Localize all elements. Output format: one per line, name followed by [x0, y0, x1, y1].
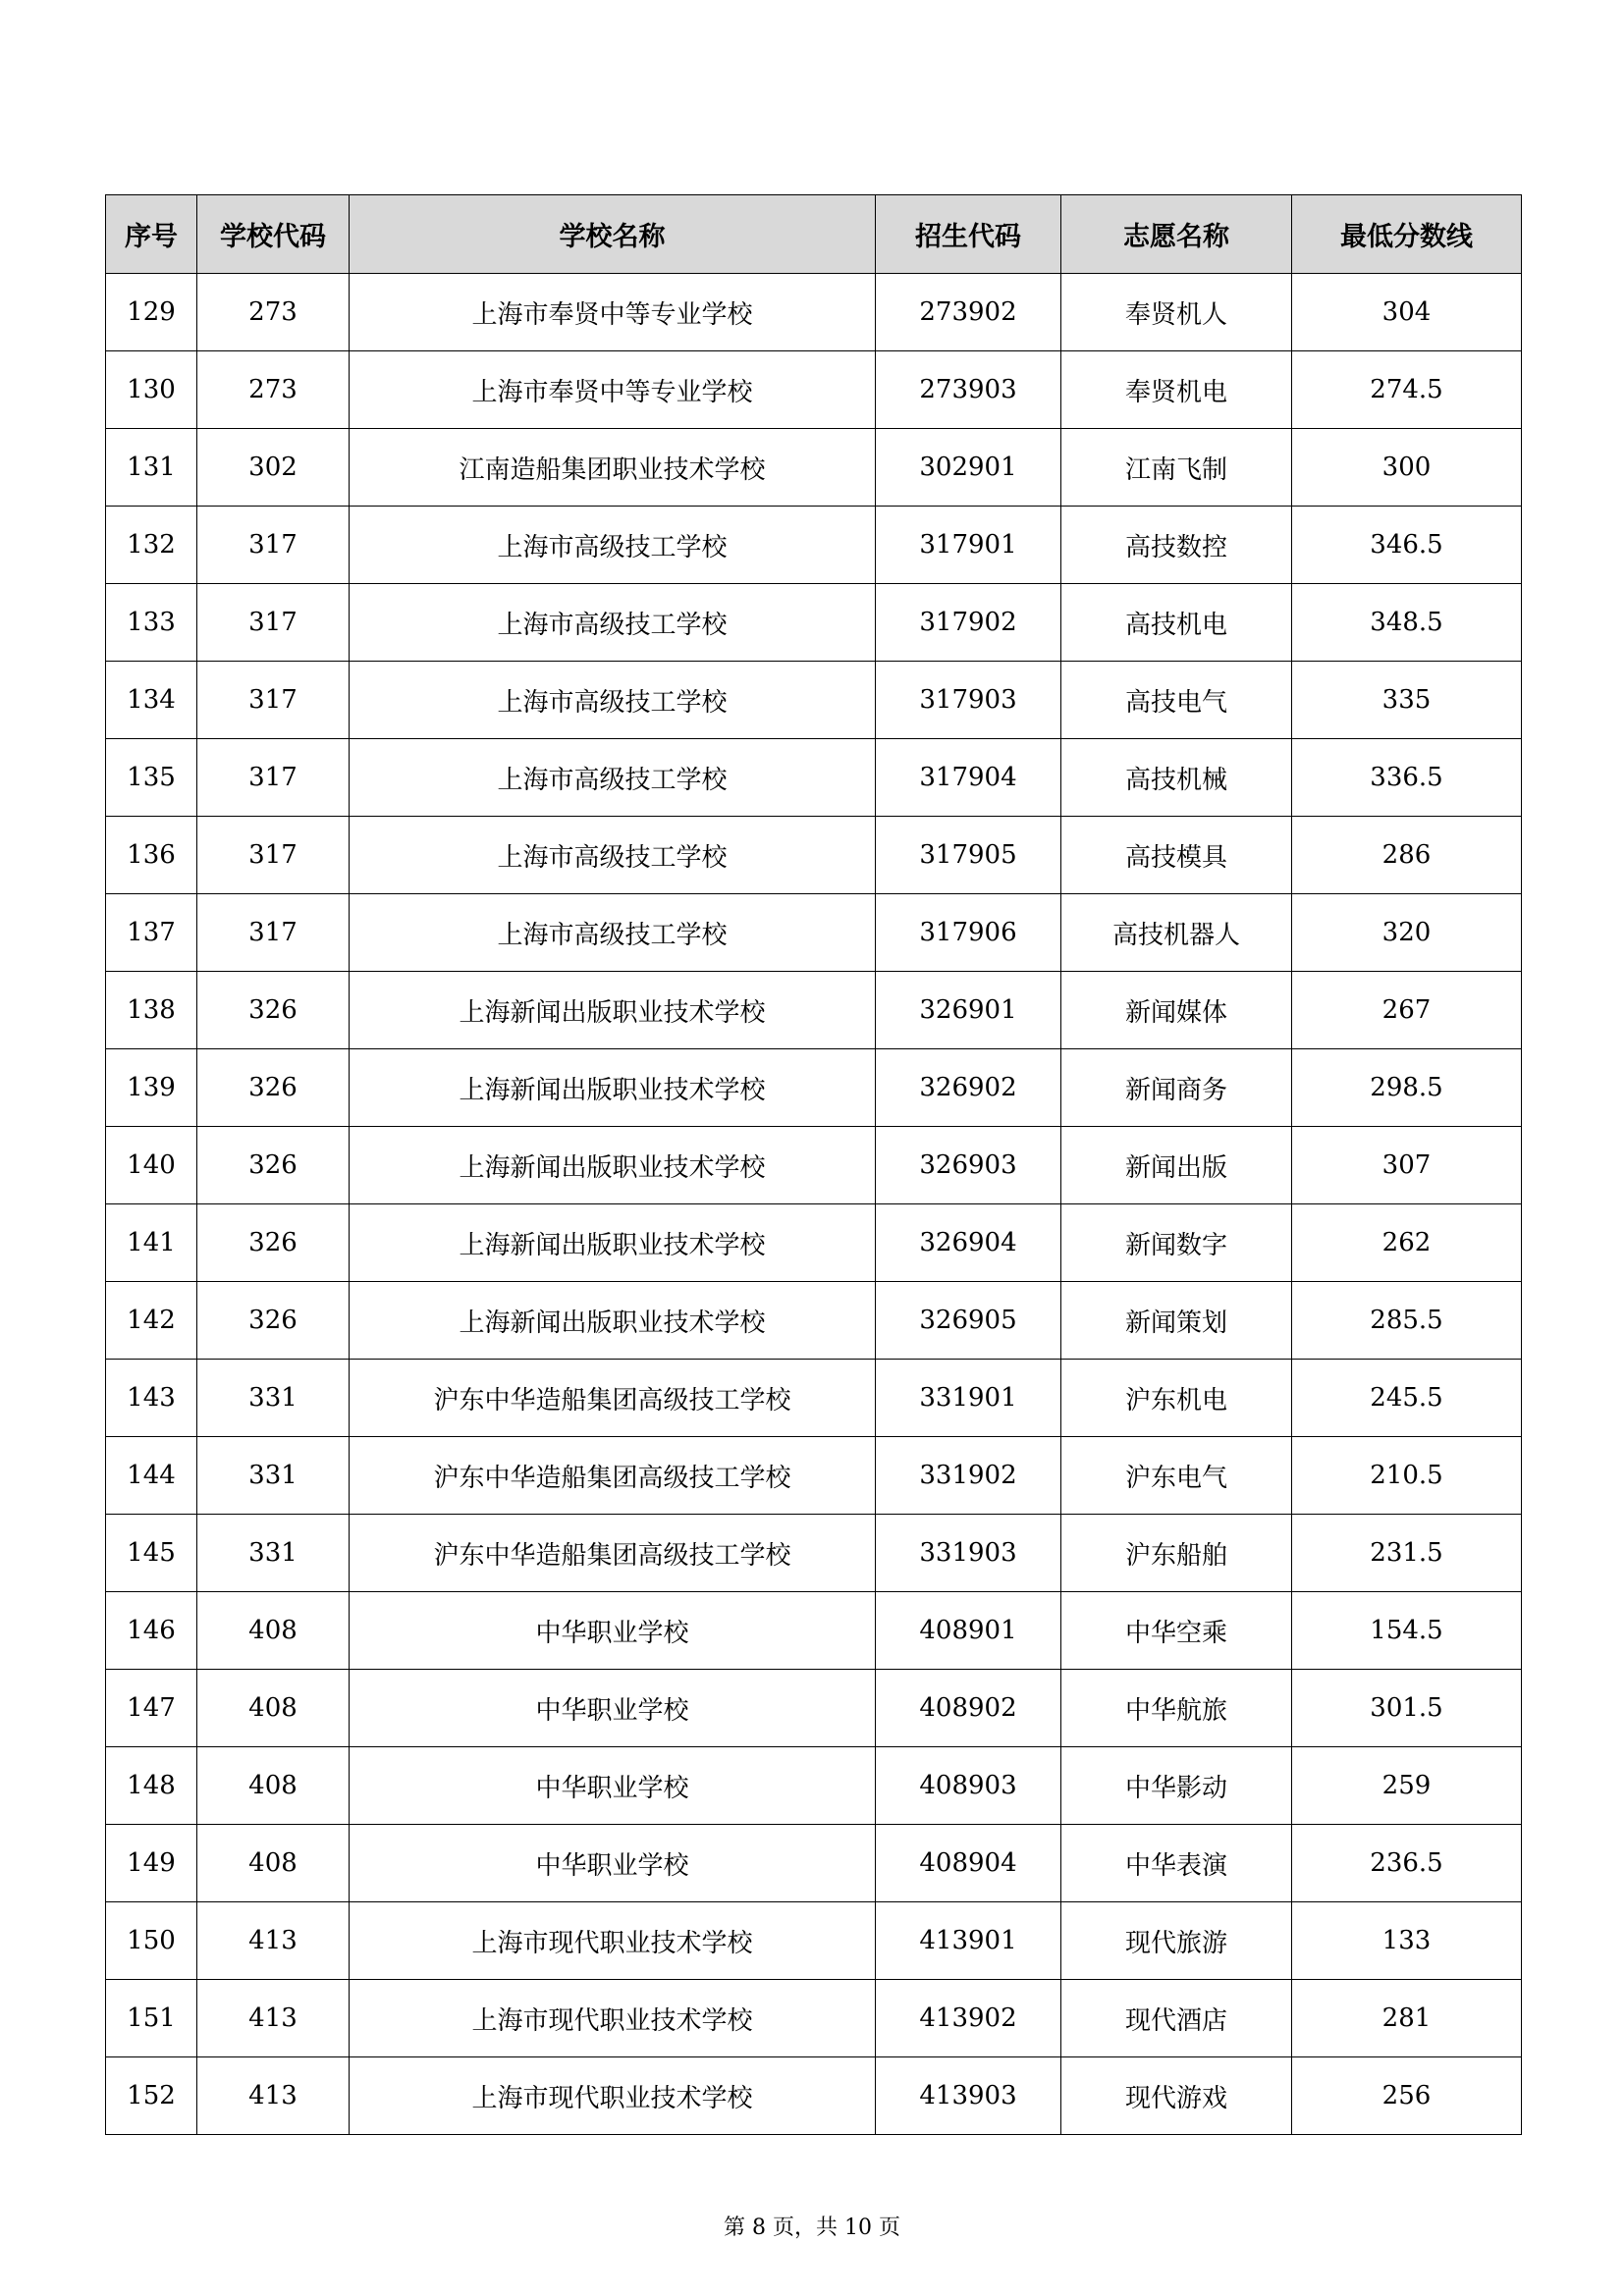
cell-min-score: 267 [1292, 972, 1522, 1049]
cell-seq: 145 [106, 1515, 197, 1592]
cell-min-score: 133 [1292, 1902, 1522, 1980]
cell-seq: 133 [106, 584, 197, 662]
cell-min-score: 335 [1292, 662, 1522, 739]
cell-seq: 152 [106, 2057, 197, 2135]
cell-wish-name: 高技机械 [1061, 739, 1292, 817]
cell-school-name: 上海市高级技工学校 [350, 507, 876, 584]
cell-school-code: 413 [197, 2057, 350, 2135]
cell-wish-name: 高技机电 [1061, 584, 1292, 662]
cell-enroll-code: 326901 [876, 972, 1061, 1049]
cell-seq: 143 [106, 1360, 197, 1437]
cell-seq: 146 [106, 1592, 197, 1670]
cell-seq: 142 [106, 1282, 197, 1360]
cell-school-code: 331 [197, 1437, 350, 1515]
cell-school-code: 317 [197, 894, 350, 972]
cell-wish-name: 新闻数字 [1061, 1204, 1292, 1282]
cell-min-score: 154.5 [1292, 1592, 1522, 1670]
cell-enroll-code: 273903 [876, 351, 1061, 429]
cell-school-name: 上海市奉贤中等专业学校 [350, 351, 876, 429]
table-row [106, 351, 1522, 429]
cell-wish-name: 奉贤机电 [1061, 351, 1292, 429]
cell-wish-name: 江南飞制 [1061, 429, 1292, 507]
cell-school-code: 413 [197, 1980, 350, 2057]
page-number-footer: 第 8 页，共 10 页 [724, 2216, 900, 2240]
cell-school-name: 上海市高级技工学校 [350, 739, 876, 817]
cell-school-name: 中华职业学校 [350, 1592, 876, 1670]
table-row [106, 1282, 1522, 1360]
table-row [106, 1127, 1522, 1204]
cell-wish-name: 高技数控 [1061, 507, 1292, 584]
cell-school-code: 413 [197, 1902, 350, 1980]
cell-school-name: 上海新闻出版职业技术学校 [350, 1127, 876, 1204]
cell-enroll-code: 317905 [876, 817, 1061, 894]
cell-school-code: 317 [197, 662, 350, 739]
cell-school-name: 上海市现代职业技术学校 [350, 1980, 876, 2057]
cell-school-name: 中华职业学校 [350, 1747, 876, 1825]
header-school-code: 学校代码 [197, 195, 350, 274]
table-row [106, 1592, 1522, 1670]
cell-seq: 150 [106, 1902, 197, 1980]
cell-seq: 140 [106, 1127, 197, 1204]
cell-min-score: 236.5 [1292, 1825, 1522, 1902]
cell-min-score: 285.5 [1292, 1282, 1522, 1360]
table-row [106, 274, 1522, 351]
cell-enroll-code: 317902 [876, 584, 1061, 662]
cell-enroll-code: 326902 [876, 1049, 1061, 1127]
cell-school-code: 317 [197, 584, 350, 662]
cell-school-name: 上海市奉贤中等专业学校 [350, 274, 876, 351]
cell-school-code: 408 [197, 1747, 350, 1825]
table-row [106, 817, 1522, 894]
cell-enroll-code: 331903 [876, 1515, 1061, 1592]
cell-enroll-code: 413901 [876, 1902, 1061, 1980]
table-row [106, 972, 1522, 1049]
cell-enroll-code: 326905 [876, 1282, 1061, 1360]
cell-school-name: 上海市高级技工学校 [350, 817, 876, 894]
cell-school-name: 上海新闻出版职业技术学校 [350, 1204, 876, 1282]
cell-min-score: 298.5 [1292, 1049, 1522, 1127]
cell-min-score: 320 [1292, 894, 1522, 972]
cell-wish-name: 中华影动 [1061, 1747, 1292, 1825]
cell-school-name: 沪东中华造船集团高级技工学校 [350, 1437, 876, 1515]
table-row [106, 662, 1522, 739]
cell-min-score: 210.5 [1292, 1437, 1522, 1515]
cell-wish-name: 高技电气 [1061, 662, 1292, 739]
cell-school-name: 沪东中华造船集团高级技工学校 [350, 1515, 876, 1592]
cell-seq: 139 [106, 1049, 197, 1127]
cell-wish-name: 中华表演 [1061, 1825, 1292, 1902]
header-seq: 序号 [106, 195, 197, 274]
cell-school-name: 上海市高级技工学校 [350, 662, 876, 739]
cell-wish-name: 沪东电气 [1061, 1437, 1292, 1515]
header-enroll-code: 招生代码 [876, 195, 1061, 274]
table-row [106, 1360, 1522, 1437]
table-row [106, 739, 1522, 817]
cell-wish-name: 奉贤机人 [1061, 274, 1292, 351]
cell-enroll-code: 408902 [876, 1670, 1061, 1747]
cell-seq: 130 [106, 351, 197, 429]
cell-school-code: 317 [197, 507, 350, 584]
cell-school-name: 中华职业学校 [350, 1825, 876, 1902]
table-row [106, 429, 1522, 507]
cell-min-score: 262 [1292, 1204, 1522, 1282]
cell-enroll-code: 331901 [876, 1360, 1061, 1437]
cell-school-code: 331 [197, 1360, 350, 1437]
table-row [106, 1902, 1522, 1980]
cell-min-score: 336.5 [1292, 739, 1522, 817]
cell-wish-name: 现代旅游 [1061, 1902, 1292, 1980]
cell-enroll-code: 408904 [876, 1825, 1061, 1902]
cell-min-score: 307 [1292, 1127, 1522, 1204]
cell-school-name: 中华职业学校 [350, 1670, 876, 1747]
table-row [106, 1437, 1522, 1515]
cell-seq: 147 [106, 1670, 197, 1747]
header-min-score: 最低分数线 [1292, 195, 1522, 274]
header-wish-name: 志愿名称 [1061, 195, 1292, 274]
table-row [106, 2057, 1522, 2135]
cell-wish-name: 沪东船舶 [1061, 1515, 1292, 1592]
cell-wish-name: 现代酒店 [1061, 1980, 1292, 2057]
cell-seq: 151 [106, 1980, 197, 2057]
table-row [106, 1204, 1522, 1282]
cell-school-name: 上海新闻出版职业技术学校 [350, 1049, 876, 1127]
cell-seq: 141 [106, 1204, 197, 1282]
cell-seq: 138 [106, 972, 197, 1049]
cell-wish-name: 新闻商务 [1061, 1049, 1292, 1127]
cell-enroll-code: 326904 [876, 1204, 1061, 1282]
cell-min-score: 300 [1292, 429, 1522, 507]
cell-school-name: 上海市高级技工学校 [350, 894, 876, 972]
cell-school-code: 408 [197, 1670, 350, 1747]
cell-school-code: 326 [197, 1049, 350, 1127]
table-row [106, 507, 1522, 584]
cell-enroll-code: 408903 [876, 1747, 1061, 1825]
cell-school-code: 408 [197, 1825, 350, 1902]
cell-min-score: 259 [1292, 1747, 1522, 1825]
cell-school-name: 上海新闻出版职业技术学校 [350, 972, 876, 1049]
table-row [106, 584, 1522, 662]
cell-enroll-code: 317906 [876, 894, 1061, 972]
cell-school-code: 326 [197, 972, 350, 1049]
admission-score-table [105, 194, 1522, 2135]
table-row [106, 1980, 1522, 2057]
cell-school-code: 326 [197, 1127, 350, 1204]
header-school-name: 学校名称 [350, 195, 876, 274]
table-row [106, 1747, 1522, 1825]
table-header-row [106, 195, 1522, 274]
cell-enroll-code: 317901 [876, 507, 1061, 584]
cell-min-score: 301.5 [1292, 1670, 1522, 1747]
cell-wish-name: 新闻出版 [1061, 1127, 1292, 1204]
cell-school-code: 273 [197, 274, 350, 351]
table-row [106, 1515, 1522, 1592]
cell-school-name: 江南造船集团职业技术学校 [350, 429, 876, 507]
cell-wish-name: 新闻策划 [1061, 1282, 1292, 1360]
cell-enroll-code: 317903 [876, 662, 1061, 739]
cell-school-name: 沪东中华造船集团高级技工学校 [350, 1360, 876, 1437]
cell-school-code: 326 [197, 1282, 350, 1360]
cell-min-score: 231.5 [1292, 1515, 1522, 1592]
cell-enroll-code: 408901 [876, 1592, 1061, 1670]
table-row [106, 1670, 1522, 1747]
cell-min-score: 274.5 [1292, 351, 1522, 429]
cell-enroll-code: 326903 [876, 1127, 1061, 1204]
cell-school-name: 上海新闻出版职业技术学校 [350, 1282, 876, 1360]
cell-wish-name: 沪东机电 [1061, 1360, 1292, 1437]
cell-seq: 148 [106, 1747, 197, 1825]
cell-wish-name: 高技机器人 [1061, 894, 1292, 972]
table-row [106, 1049, 1522, 1127]
cell-seq: 134 [106, 662, 197, 739]
cell-min-score: 245.5 [1292, 1360, 1522, 1437]
cell-enroll-code: 331902 [876, 1437, 1061, 1515]
cell-wish-name: 现代游戏 [1061, 2057, 1292, 2135]
cell-school-name: 上海市高级技工学校 [350, 584, 876, 662]
cell-school-code: 302 [197, 429, 350, 507]
cell-school-code: 273 [197, 351, 350, 429]
cell-school-code: 326 [197, 1204, 350, 1282]
cell-wish-name: 新闻媒体 [1061, 972, 1292, 1049]
cell-seq: 131 [106, 429, 197, 507]
cell-enroll-code: 413903 [876, 2057, 1061, 2135]
cell-enroll-code: 302901 [876, 429, 1061, 507]
cell-school-code: 317 [197, 739, 350, 817]
cell-min-score: 286 [1292, 817, 1522, 894]
cell-seq: 136 [106, 817, 197, 894]
cell-wish-name: 中华航旅 [1061, 1670, 1292, 1747]
cell-seq: 129 [106, 274, 197, 351]
cell-min-score: 346.5 [1292, 507, 1522, 584]
cell-wish-name: 中华空乘 [1061, 1592, 1292, 1670]
table-body [106, 274, 1522, 2135]
cell-enroll-code: 413902 [876, 1980, 1061, 2057]
cell-min-score: 256 [1292, 2057, 1522, 2135]
cell-min-score: 348.5 [1292, 584, 1522, 662]
cell-school-code: 331 [197, 1515, 350, 1592]
cell-school-code: 408 [197, 1592, 350, 1670]
cell-seq: 137 [106, 894, 197, 972]
table-row [106, 1825, 1522, 1902]
cell-school-code: 317 [197, 817, 350, 894]
cell-seq: 149 [106, 1825, 197, 1902]
cell-wish-name: 高技模具 [1061, 817, 1292, 894]
cell-enroll-code: 317904 [876, 739, 1061, 817]
cell-min-score: 281 [1292, 1980, 1522, 2057]
cell-school-name: 上海市现代职业技术学校 [350, 2057, 876, 2135]
cell-seq: 132 [106, 507, 197, 584]
cell-min-score: 304 [1292, 274, 1522, 351]
cell-school-name: 上海市现代职业技术学校 [350, 1902, 876, 1980]
cell-enroll-code: 273902 [876, 274, 1061, 351]
table-row [106, 894, 1522, 972]
cell-seq: 144 [106, 1437, 197, 1515]
cell-seq: 135 [106, 739, 197, 817]
